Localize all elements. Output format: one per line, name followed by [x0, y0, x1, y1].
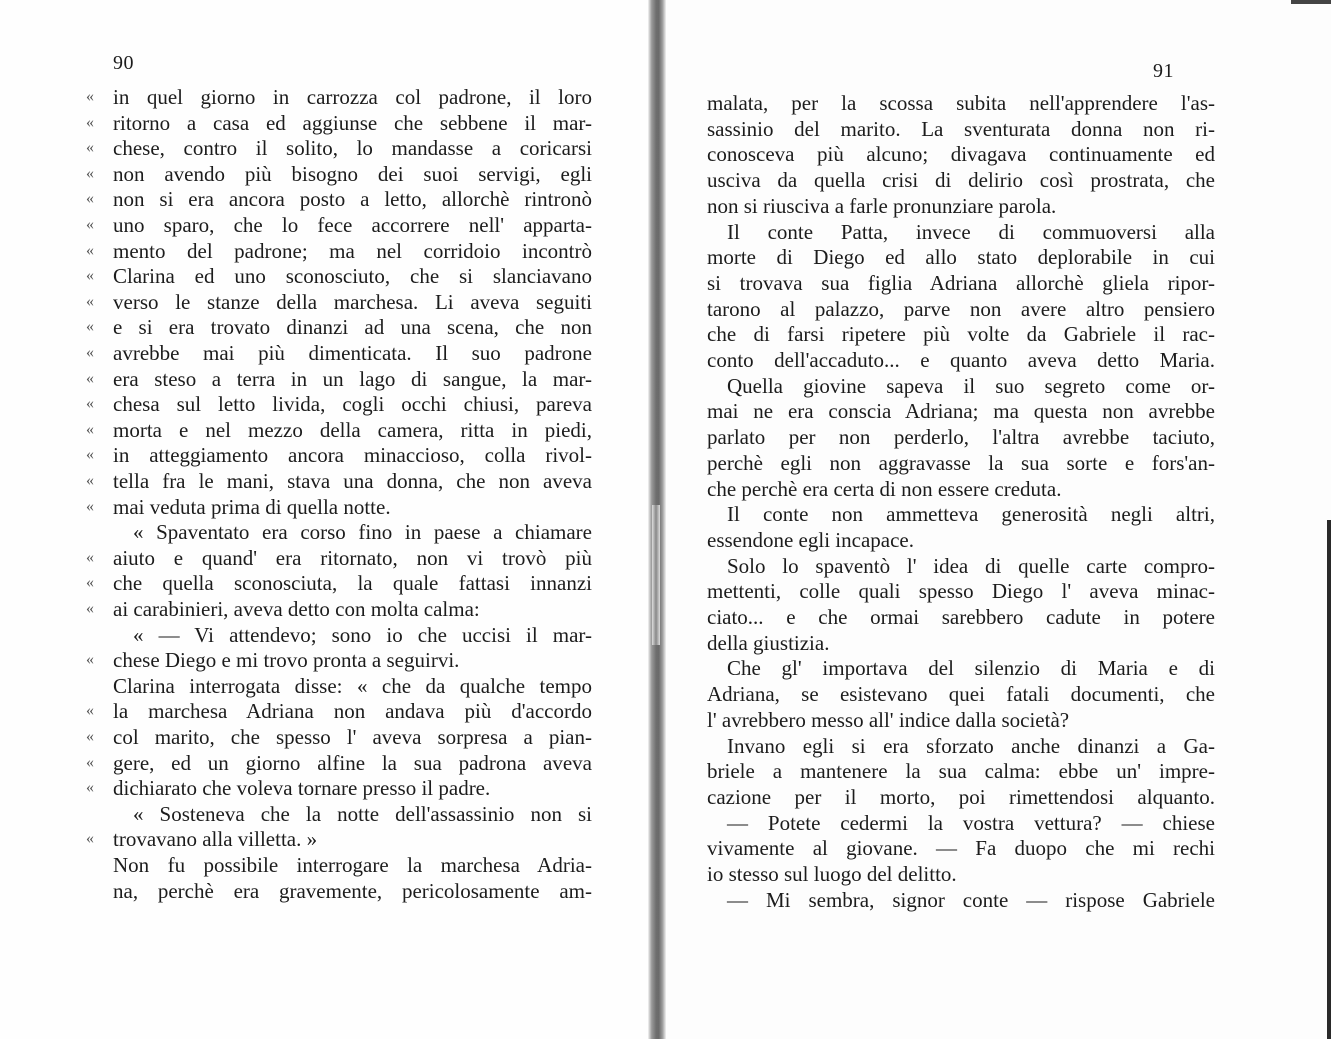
text-line: in quel giorno in carrozza col padrone, il loro — [113, 85, 592, 109]
quote-mark: « — [86, 574, 94, 592]
quote-mark: « — [86, 292, 94, 310]
text-line: che quella sconosciuta, la quale fattasi innanzi — [113, 571, 592, 596]
text-line: — Potete cedermi la vostra vettura? — chiese — [727, 810, 1215, 835]
quote-mark: « — [86, 420, 94, 438]
right-page — [666, 0, 1331, 1039]
text-line: Solo lo spaventò l' idea di quelle carte compro- — [727, 553, 1215, 578]
text-line: Il conte Patta, invece di commuoversi alla — [727, 219, 1215, 244]
text-line: malata, per la scossa subita nell'apprendere l'as- — [707, 91, 1215, 115]
text-line: Che gl' importava del silenzio di Maria e di — [727, 656, 1215, 681]
text-line: Quella giovine sapeva il suo segreto come or- — [727, 373, 1215, 398]
text-line: sassinio del marito. La sventurata donna non ri- — [707, 116, 1215, 141]
text-line: mai ne era conscia Adriana; ma questa non avrebbe — [707, 399, 1215, 424]
quote-mark: « — [86, 446, 94, 464]
text-line: morte di Diego ed allo stato deplorabile in cui — [707, 245, 1215, 270]
text-line: essendone egli incapace. — [707, 527, 914, 552]
text-line: « Sosteneva che la notte dell'assassinio non si — [133, 801, 592, 826]
text-line: na, perchè era gravemente, pericolosamente am- — [113, 878, 592, 903]
quote-mark: « — [86, 241, 94, 259]
text-line: e si era trovato dinanzi ad una scena, che non — [113, 315, 592, 340]
text-line: tella fra le mani, stava una donna, che non aveva — [113, 469, 592, 493]
quote-mark: « — [86, 164, 94, 182]
text-line: non avendo più bisogno dei suoi servigi, egli — [113, 161, 592, 186]
text-line: l' avrebbero messo all' indice dalla società? — [707, 707, 1070, 732]
text-line: io stesso sul luogo del delitto. — [707, 862, 957, 886]
text-line: mento del padrone; ma nel corridoio incontrò — [113, 238, 592, 263]
text-line: « Spaventato era corso fino in paese a chiamare — [133, 520, 592, 545]
text-line: della giustizia. — [707, 630, 830, 655]
text-line: che di farsi ripetere più volte da Gabriele il rac- — [707, 322, 1215, 347]
page-number-left: 90 — [113, 52, 134, 74]
quote-mark: « — [86, 548, 94, 566]
text-line: usciva da quella crisi di delirio così prostrata, che — [707, 168, 1215, 193]
text-line: Il conte non ammetteva generosità negli altri, — [727, 502, 1215, 527]
quote-mark: « — [86, 369, 94, 387]
text-line: chese Diego e mi trovo pronta a seguirvi. — [113, 648, 460, 673]
quote-mark: « — [86, 267, 94, 285]
text-line: mai veduta prima di quella notte. — [113, 494, 391, 519]
quote-mark: « — [86, 395, 94, 413]
text-line: che perchè era certa di non essere creduta. — [707, 476, 1062, 501]
text-line: era steso a terra in un lago di sangue, la mar- — [113, 366, 592, 391]
quote-mark: « — [86, 497, 94, 515]
text-line: ritorno a casa ed aggiunse che sebbene il mar- — [113, 110, 592, 135]
text-line: morta e nel mezzo della camera, ritta in piedi, — [113, 417, 592, 442]
text-line: Clarina interrogata disse: « che da qualche tempo — [113, 673, 592, 698]
text-line: conosceva più alcuno; divagava continuamente ed — [707, 142, 1215, 167]
text-line: si trovava sua figlia Adriana allorchè gliela ripor- — [707, 270, 1215, 295]
quote-mark: « — [86, 702, 94, 720]
quote-mark: « — [86, 830, 94, 848]
text-line: vivamente al giovane. — Fa duopo che mi rechi — [707, 836, 1215, 861]
text-line: tarono al palazzo, parve non avere altro pensiero — [707, 296, 1215, 321]
text-line: mettenti, colle quali spesso Diego l' aveva minac- — [707, 579, 1215, 604]
text-line: cazione per il morto, poi rimettendosi alquanto. — [707, 784, 1215, 809]
quote-mark: « — [86, 651, 94, 669]
text-line: gere, ed un giorno alfine la sua padrona aveva — [113, 750, 592, 775]
text-line: chese, contro il solito, lo mandasse a coricarsi — [113, 136, 592, 161]
quote-mark: « — [86, 88, 94, 105]
text-line: Adriana, se esistevano quei fatali documenti, che — [707, 682, 1215, 707]
text-line: col marito, che spesso l' aveva sorpresa a pian- — [113, 725, 592, 749]
text-line: parlato per non perderlo, l'altra avrebbe taciuto, — [707, 425, 1215, 450]
quote-mark: « — [86, 139, 94, 157]
text-line: chesa sul letto livida, cogli occhi chiusi, pareva — [113, 392, 592, 417]
quote-mark: « — [86, 113, 94, 131]
left-page — [0, 0, 648, 1039]
text-line: verso le stanze della marchesa. Li aveva seguiti — [113, 289, 592, 314]
gutter-crease — [652, 505, 660, 645]
text-line: Clarina ed uno sconosciuto, che si slanciavano — [113, 264, 592, 289]
text-line: dichiarato che voleva tornare presso il padre. — [113, 776, 491, 801]
text-line: Non fu possibile interrogare la marchesa Adria- — [113, 853, 592, 877]
text-line: non si era ancora posto a letto, allorchè rintronò — [113, 187, 592, 212]
text-line: trovavano alla villetta. » — [113, 827, 318, 852]
page-number-right: 91 — [1153, 60, 1174, 82]
quote-mark: « — [86, 728, 94, 745]
text-line: uno sparo, che lo fece accorrere nell' apparta- — [113, 213, 592, 237]
quote-mark: « — [86, 472, 94, 489]
text-line: conto dell'accaduto... e quanto aveva detto Maria. — [707, 348, 1215, 372]
page-corner-shadow — [1291, 0, 1331, 4]
text-line: ciato... e che ormai sarebbero cadute in potere — [707, 605, 1215, 629]
text-line: Invano egli si era sforzato anche dinanzi a Ga- — [727, 733, 1215, 758]
text-line: non si riusciva a farle pronunziare parola. — [707, 193, 1057, 218]
text-line: perchè egli non aggravasse la sua sorte e fors'an- — [707, 450, 1215, 475]
text-line: « — Vi attendevo; sono io che uccisi il mar- — [133, 622, 592, 647]
quote-mark: « — [86, 216, 94, 233]
text-line: aiuto e quand' era ritornato, non vi trovò più — [113, 545, 592, 570]
text-line: — Mi sembra, signor conte — rispose Gabriele — [727, 887, 1215, 912]
page-edge-shadow — [1327, 520, 1331, 1039]
quote-mark: « — [86, 779, 94, 797]
quote-mark: « — [86, 753, 94, 771]
quote-mark: « — [86, 318, 94, 336]
quote-mark: « — [86, 190, 94, 208]
quote-mark: « — [86, 344, 94, 361]
text-line: avrebbe mai più dimenticata. Il suo padrone — [113, 341, 592, 365]
quote-mark: « — [86, 600, 94, 617]
text-line: la marchesa Adriana non andava più d'accordo — [113, 699, 592, 724]
text-line: in atteggiamento ancora minaccioso, colla rivol- — [113, 443, 592, 468]
text-line: ai carabinieri, aveva detto con molta calma: — [113, 597, 480, 621]
text-line: briele a mantenere la sua calma: ebbe un' impre- — [707, 759, 1215, 784]
